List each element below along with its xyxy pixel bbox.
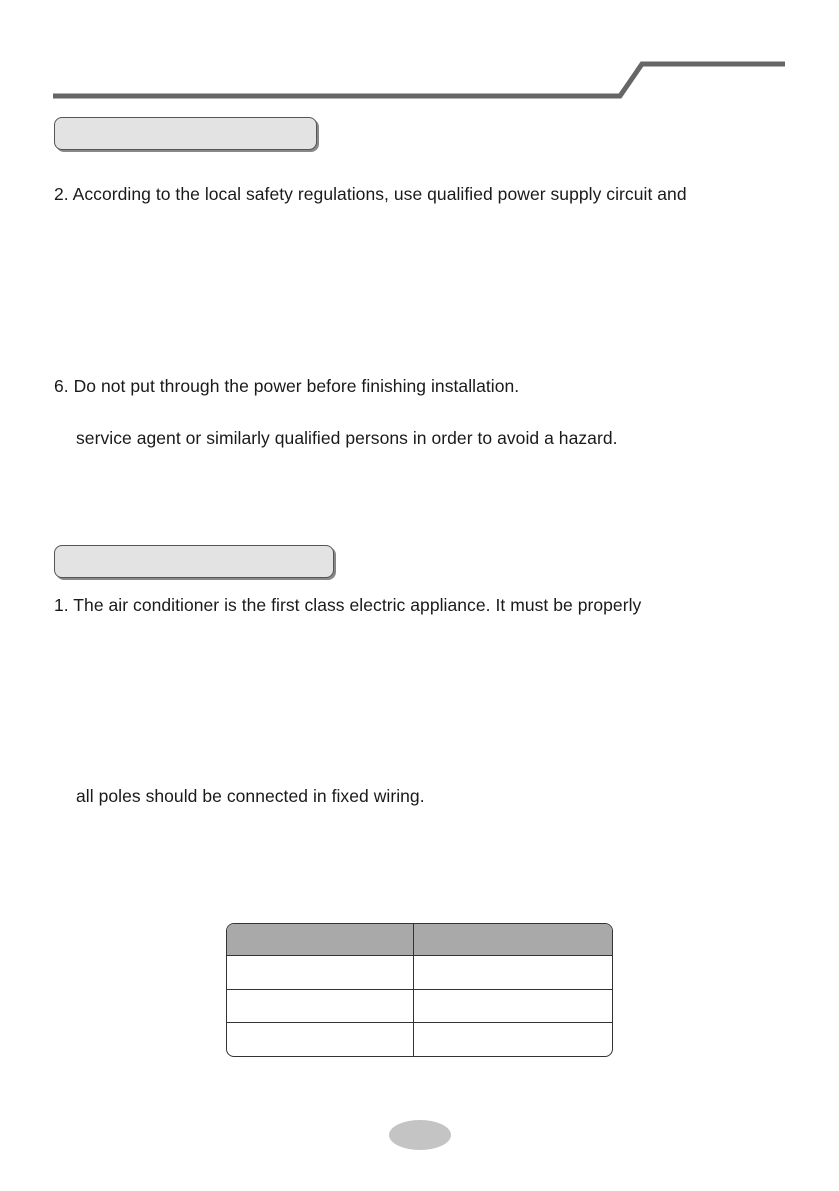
body-line-6: 6. Do not put through the power before finishing installation. (54, 376, 520, 396)
body-line-2: 2. According to the local safety regulations, use qualified power supply circuit and (54, 184, 687, 204)
table-header-row (227, 924, 612, 956)
header-rule (0, 0, 839, 110)
body-line-all-poles: all poles should be connected in fixed wiring. (76, 786, 425, 806)
section-tab-2 (54, 545, 334, 578)
table-row-divider (227, 1022, 612, 1023)
body-line-1: 1. The air conditioner is the first class electric appliance. It must be properly (54, 595, 642, 615)
table-row-divider (227, 989, 612, 990)
body-line-service-agent: service agent or similarly qualified persons in order to avoid a hazard. (76, 428, 618, 448)
section-tab-1 (54, 117, 317, 150)
spec-table (226, 923, 613, 1057)
page-number-badge (389, 1120, 451, 1150)
table-column-divider (413, 924, 414, 1056)
